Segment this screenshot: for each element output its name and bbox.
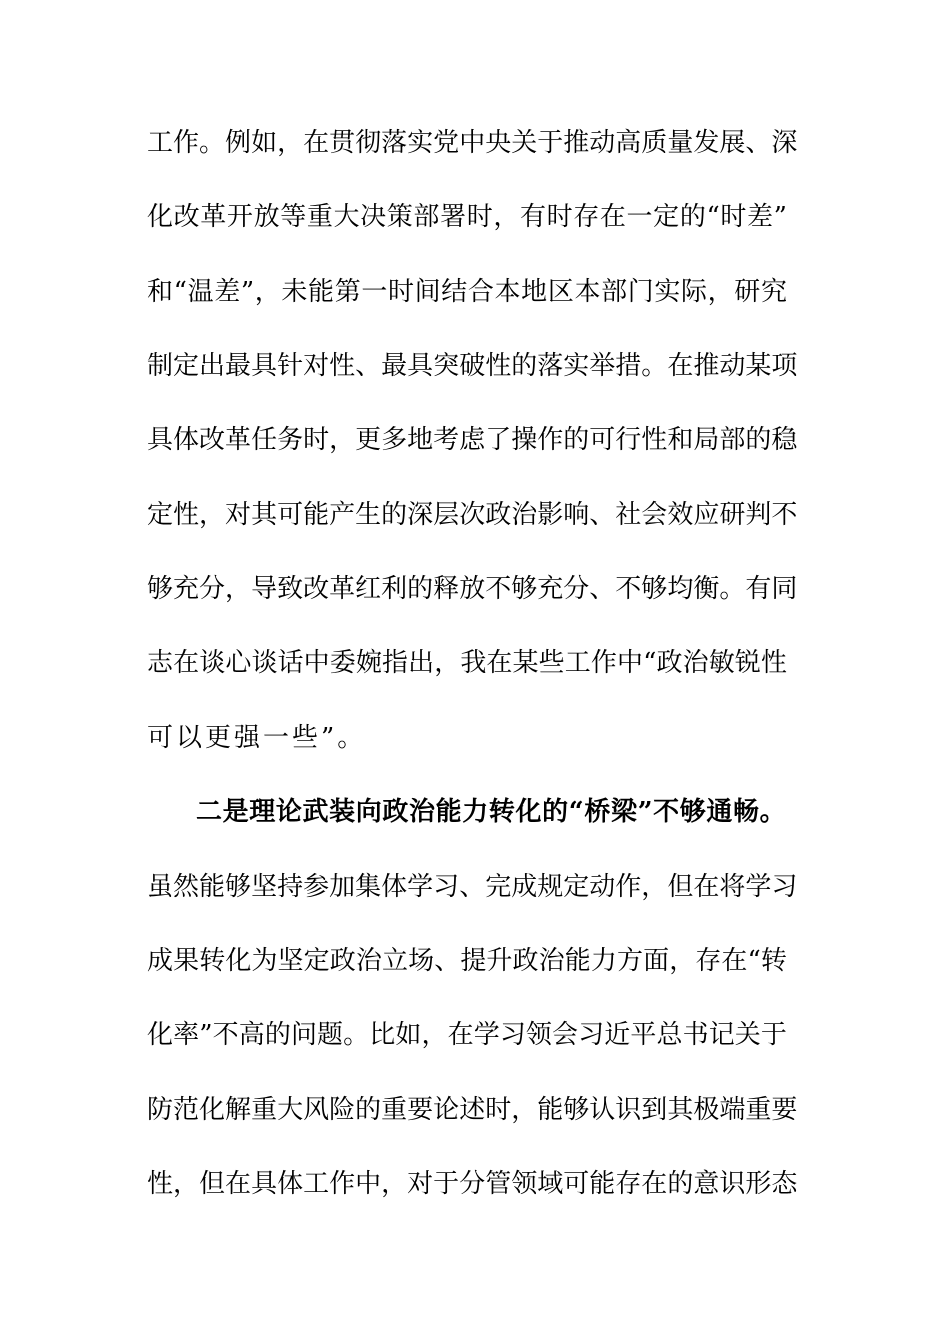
body-text-line: 和 “ 温 差 ” ， 未 能 第 一 时 间 结 合 本 地 区 本 部 门 实 际 ， 研 究 bbox=[147, 277, 787, 307]
body-text-line: 化 改 革 开 放 等 重 大 决 策 部 署 时 ， 有 时 存 在 一 定 的 “ 时 差 ” bbox=[147, 202, 787, 232]
body-text-line: 化 率 ” 不 高 的 问 题 。 比 如 ， 在 学 习 领 会 习 近 平 总 书 记 关 于 bbox=[147, 1020, 787, 1050]
body-text-line-last: 可以更强一些”。 bbox=[147, 723, 367, 753]
section-heading: 二 是 理 论 武 装 向 政 治 能 力 转 化 的 “ 桥 梁 ” 不 够 通 畅 。 bbox=[196, 797, 786, 827]
body-text-line: 成 果 转 化 为 坚 定 政 治 立 场 、 提 升 政 治 能 力 方 面 ， 存 在 “ 转 bbox=[147, 946, 787, 976]
body-text-line: 虽 然 能 够 坚 持 参 加 集 体 学 习 、 完 成 规 定 动 作 ， 但 在 将 学 习 bbox=[147, 872, 798, 902]
body-text-line: 防 范 化 解 重 大 风 险 的 重 要 论 述 时 ， 能 够 认 识 到 其 极 端 重 要 bbox=[147, 1095, 798, 1125]
body-text-line: 志 在 谈 心 谈 话 中 委 婉 指 出 ， 我 在 某 些 工 作 中 “ 政 治 敏 锐 性 bbox=[147, 648, 787, 678]
body-text-line: 工 作 。 例 如 ， 在 贯 彻 落 实 党 中 央 关 于 推 动 高 质 量 发 展 、 深 bbox=[147, 128, 798, 158]
body-text-line: 具 体 改 革 任 务 时 ， 更 多 地 考 虑 了 操 作 的 可 行 性 和 局 部 的 稳 bbox=[147, 425, 798, 455]
body-text-line: 定 性 ， 对 其 可 能 产 生 的 深 层 次 政 治 影 响 、 社 会 效 应 研 判 不 bbox=[147, 500, 798, 530]
body-text-line: 性 ， 但 在 具 体 工 作 中 ， 对 于 分 管 领 域 可 能 存 在 的 意 识 形 态 bbox=[147, 1169, 798, 1199]
body-text-line: 制 定 出 最 具 针 对 性 、 最 具 突 破 性 的 落 实 举 措 。 在 推 动 某 项 bbox=[147, 351, 798, 381]
body-text-line: 够 充 分 ， 导 致 改 革 红 利 的 释 放 不 够 充 分 、 不 够 均 衡 。 有 同 bbox=[147, 574, 798, 604]
